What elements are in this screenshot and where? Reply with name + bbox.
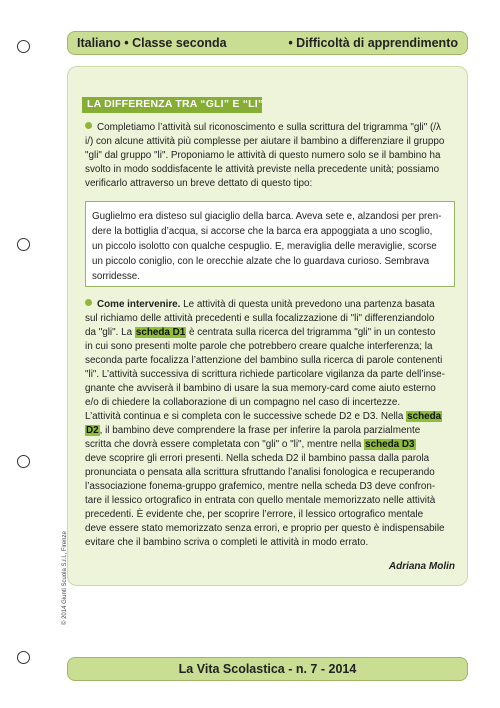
copyright-note: © 2014 Giunti Scuola S.r.l., Firenze (62, 531, 68, 625)
scheda-d2-highlight: scheda (407, 411, 442, 422)
binder-hole-2 (17, 238, 30, 251)
intervention-heading: Come intervenire. (97, 299, 181, 310)
bullet-icon (85, 122, 92, 129)
header-topic: • Difficoltà di apprendimento (288, 36, 458, 50)
binder-hole-1 (17, 40, 30, 53)
scheda-d2-highlight-cont: D2 (86, 425, 99, 436)
binder-hole-4 (17, 651, 30, 664)
intro-line-4: svolto in modo soddisfacente le attività previste nella precedente unità; possiamo (85, 164, 440, 175)
dictation-line-5: sorridesse. (92, 271, 140, 282)
author-signature: Adriana Molin (388, 561, 455, 572)
bullet-icon (85, 299, 92, 306)
intro-line-3: "gli" dal gruppo "li". Proponiamo le attività di questo numero solo se il bambino ha (85, 150, 441, 161)
binder-hole-3 (17, 455, 30, 468)
dictation-line-2: dere la bottiglia d’acqua, si accorse che la barca era appoggiata a uno scoglio, (92, 226, 433, 237)
dictation-box (85, 201, 455, 287)
intro-paragraph (85, 121, 457, 191)
dictation-line-1: Guglielmo era disteso sul giaciglio della barca. Aveva sete e, alzandosi per pren- (92, 211, 442, 222)
dictation-line-3: un piccolo isolotto con qualche cespuglio. E, meraviglia delle meraviglie, scorse (92, 241, 437, 252)
header-bar (67, 31, 468, 55)
scheda-d1-highlight: scheda D1 (135, 327, 186, 338)
article-title: LA DIFFERENZA TRA “GLI” E “LI” (82, 97, 262, 113)
footer-publication: La Vita Scolastica - n. 7 - 2014 (178, 662, 357, 676)
dictation-line-4: un piccolo coniglio, con le orecchie alzate che lo guardava curioso. Sembrava (92, 256, 430, 267)
intro-line-1: Completiamo l’attività sul riconoscimento e sulla scrittura del trigramma "gli" (/λ (97, 122, 441, 133)
scheda-d3-highlight: scheda D3 (365, 439, 415, 450)
footer-bar (67, 657, 468, 681)
header-subject: Italiano • Classe seconda (77, 36, 227, 50)
intro-line-2: i/) con alcune attività più complesse per aiutare il bambino a differenziare il gruppo (85, 136, 445, 147)
intervention-paragraph: Come intervenire. Le attività di questa unità prevedono una partenza basata sul richiamo delle attività precedenti e sulla focalizzazione di "li" differenziandolo da "gli". La scheda D1 è centrata sulla ricerca del trigramma "gli" in un contesto in cui sono presenti molte parole che potrebbero creare qualche interferenza; la seconda parte focalizza l’attenzione del bambino sulla ricerca di parole contenenti "li". L’attività successiva di scrittura richiede particolare vigilanza da parte dell’inse- gnante che avviserà il bambino di usare la sua memory-card come aiuto esterno e/o di chiedere la collaborazione di un compagno nel caso di incertezze. L’attività continua e si completa con le successive schede D2 e D3. Nella scheda D2, il bambino deve comprendere la frase per inferire la parola parzialmente scritta che dovrà essere completata con "gli" o "li", mentre nella scheda D3 deve scoprire gli errori presenti. Nella scheda D2 il bambino passa dalla parola pronunciata o pensata alla scrittura sfruttando l’analisi fonologica e recuperando l’associazione fonema-gruppo grafemico, mentre nella scheda D3 deve confron- tare il lessico ortografico in entrata con quello mentale memorizzato nelle attività precedenti. È evidente che, per scoprire l’errore, il lessico ortografico mentale deve essere stato memorizzato senza errori, e proprio per questo è indispensabile evitare che il bambino scriva o completi le attività in modo errato. (85, 299, 445, 548)
intro-line-5: verificarlo attraverso un breve dettato di questo tipo: (85, 178, 313, 189)
